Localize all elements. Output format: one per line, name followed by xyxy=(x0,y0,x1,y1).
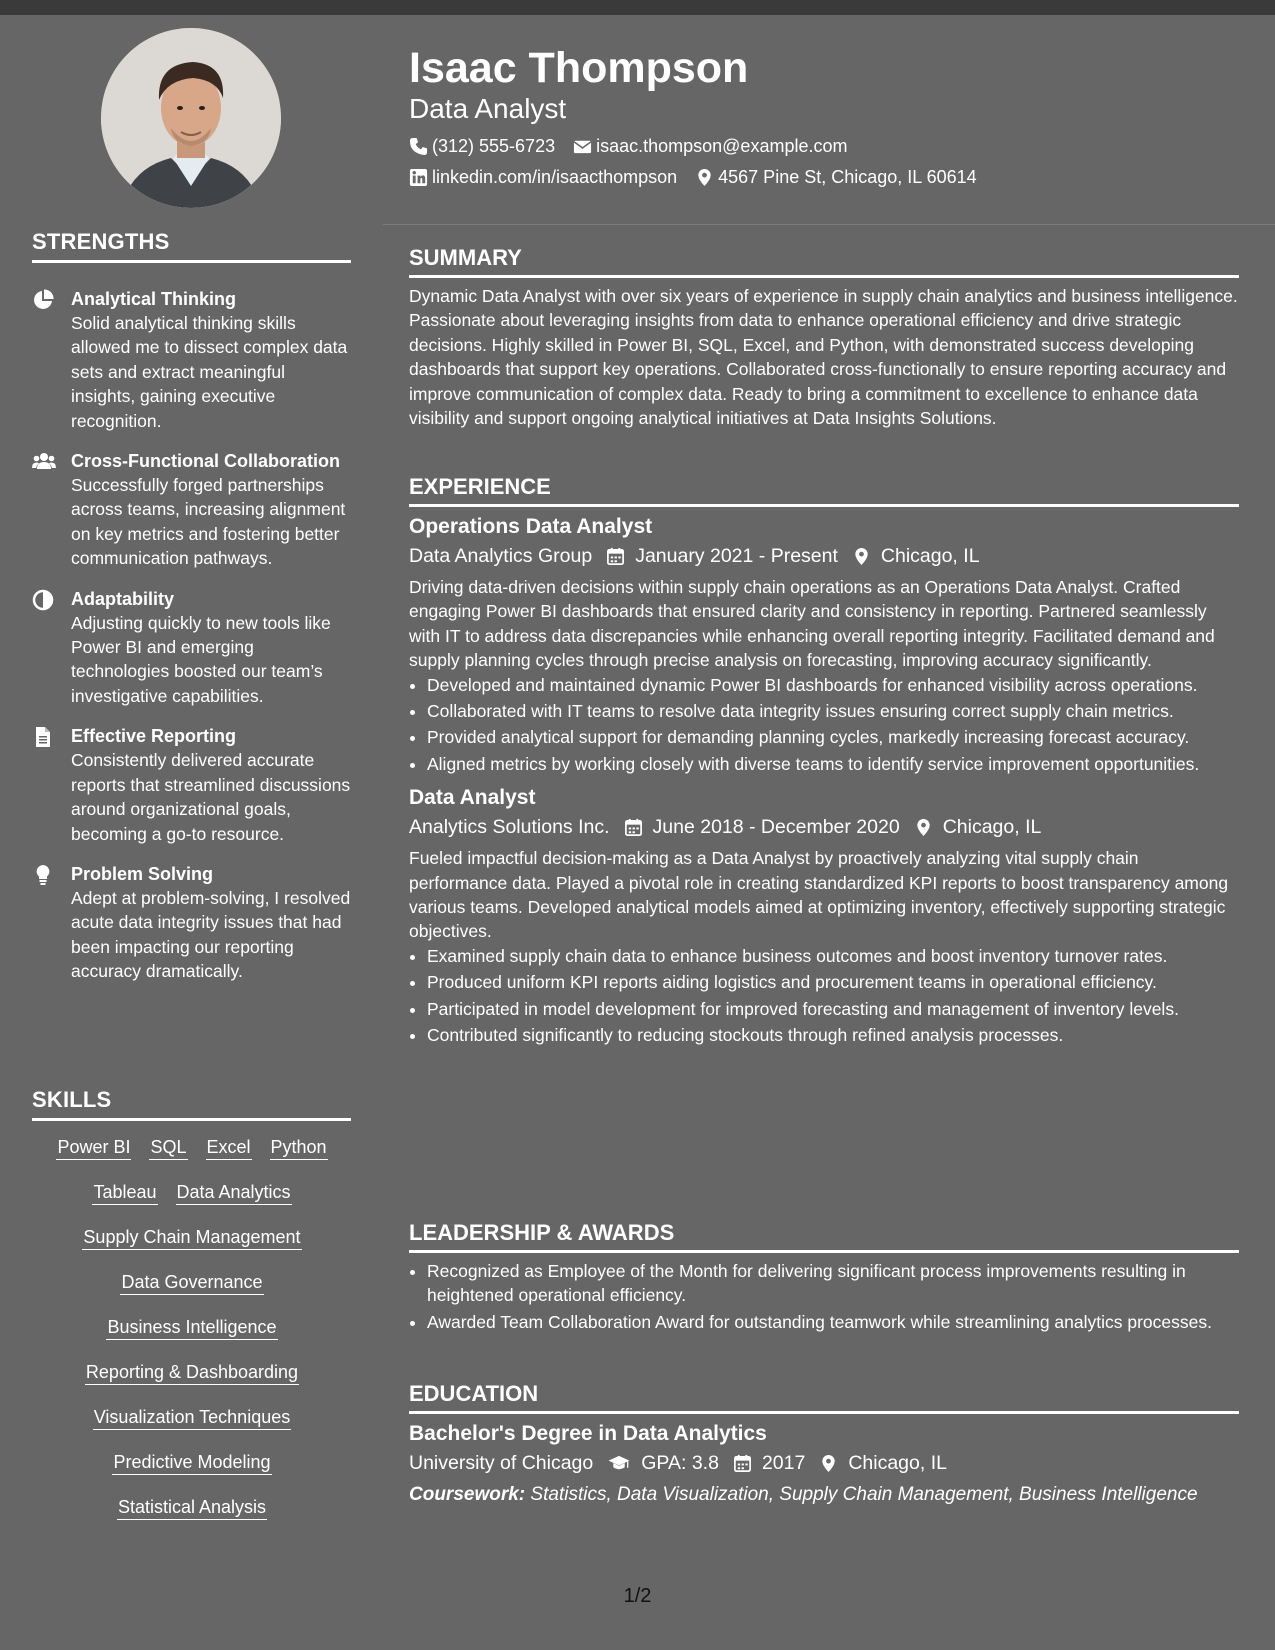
school-name: University of Chicago xyxy=(409,1452,594,1474)
strength-item xyxy=(32,724,352,846)
phone-contact[interactable] xyxy=(409,134,555,158)
address-contact xyxy=(695,165,977,189)
job-location: Chicago, IL xyxy=(852,541,980,571)
school-location: Chicago, IL xyxy=(819,1448,947,1478)
leadership-bullets xyxy=(409,1259,1239,1334)
job-bullets xyxy=(409,944,1239,1048)
leadership-section xyxy=(409,1219,1239,1336)
envelope-icon xyxy=(573,137,592,156)
strength-item xyxy=(32,449,352,571)
main-content xyxy=(383,15,1275,1650)
skill-tag: Predictive Modeling xyxy=(112,1450,271,1475)
header-divider xyxy=(383,224,1275,225)
skill-tag: SQL xyxy=(149,1135,187,1160)
company-name: Analytics Solutions Inc. xyxy=(409,816,610,839)
page-indicator: 1/2 xyxy=(623,1585,652,1607)
summary-heading: SUMMARY xyxy=(409,244,1239,278)
skill-tag: Tableau xyxy=(92,1180,157,1205)
strength-desc: Solid analytical thinking skills allowed me to dissect complex data sets and extract meaningful insights, gaining executive recognition. xyxy=(71,313,348,431)
skill-row xyxy=(32,1360,352,1405)
map-pin-icon xyxy=(695,168,714,187)
strength-title: Effective Reporting xyxy=(71,726,237,747)
job-entry xyxy=(409,513,1239,776)
document-icon xyxy=(32,726,54,748)
coursework xyxy=(409,1482,1239,1507)
email-text: isaac.thompson@example.com xyxy=(596,136,848,156)
bullet-item: • Examined supply chain data to enhance business outcomes and boost inventory turnover rates. xyxy=(427,944,1239,968)
job-title: Data Analyst xyxy=(409,786,536,810)
skill-tag: Data Governance xyxy=(120,1270,263,1295)
skill-tag: Visualization Techniques xyxy=(93,1405,291,1430)
sidebar xyxy=(0,15,383,1650)
skill-row xyxy=(32,1225,352,1270)
users-icon xyxy=(32,451,54,473)
calendar-icon xyxy=(606,547,625,566)
experience-heading: EXPERIENCE xyxy=(409,473,1239,507)
bullet-item: • Developed and maintained dynamic Power BI dashboards for enhanced visibility across operations. xyxy=(427,673,1239,697)
strengths-list xyxy=(32,287,352,1000)
calendar-icon xyxy=(624,818,643,837)
phone-text: (312) 555-6723 xyxy=(432,136,556,156)
experience-section xyxy=(409,473,1239,1050)
coursework-text: Statistics, Data Visualization, Supply Chain Management, Business Intelligence xyxy=(530,1484,1198,1505)
skill-row xyxy=(32,1405,352,1450)
calendar-icon xyxy=(733,1454,752,1473)
skill-row xyxy=(32,1270,352,1315)
skill-row xyxy=(32,1135,352,1180)
half-circle-icon xyxy=(32,589,54,611)
job-dates: January 2021 - Present xyxy=(606,541,838,571)
strength-desc: Successfully forged partnerships across teams, increasing alignment on key metrics and fostering better communication pathways. xyxy=(71,475,346,569)
linkedin-text: linkedin.com/in/isaacthompson xyxy=(432,167,678,187)
contact-row xyxy=(409,134,847,158)
bullet-item: • Aligned metrics by working closely with diverse teams to identify service improvement opportunities. xyxy=(427,752,1239,776)
skill-tag: Data Analytics xyxy=(176,1180,292,1205)
linkedin-icon xyxy=(409,168,428,187)
skill-tag: Power BI xyxy=(56,1135,131,1160)
email-contact[interactable] xyxy=(573,134,847,158)
resume-page xyxy=(0,15,1275,1650)
job-entry xyxy=(409,784,1239,1047)
job-description: Driving data-driven decisions within supply chain operations as an Operations Data Analyst. Crafted engaging Power BI dashboards that ensured clarity and consistency in reporting. Partnered seamlessly with IT to address data discrepancies while enhancing overall reporting integrity. Facilitated demand and supply planning cycles through precise analysis on forecasting, improving accuracy significantly. xyxy=(409,577,1215,671)
degree-title: Bachelor's Degree in Data Analytics xyxy=(409,1422,767,1445)
map-pin-icon xyxy=(819,1454,838,1473)
skills-heading: SKILLS xyxy=(32,1087,351,1121)
summary-text: Dynamic Data Analyst with over six years of experience in supply chain analytics and business intelligence. Passionate about leveraging insights from data to enhance operational efficiency and drive strategic decisions. Highly skilled in Power BI, SQL, Excel, and Python, with demonstrated success developing dashboards that support key operations. Collaborated cross-functionally to ensure reporting accuracy and improve communication of complex data. Ready to bring a commitment to excellence to enhance data visibility and support ongoing analytical initiatives at Data Insights Solutions. xyxy=(409,286,1238,429)
strength-desc: Adept at problem-solving, I resolved acute data integrity issues that had been impacting our reporting accuracy dramatically. xyxy=(71,887,351,982)
skill-tag: Business Intelligence xyxy=(106,1315,277,1340)
job-location: Chicago, IL xyxy=(914,812,1042,842)
skill-row xyxy=(32,1450,352,1495)
skills-list xyxy=(32,1135,352,1540)
graduation-cap-icon xyxy=(607,1454,631,1473)
strength-desc: Adjusting quickly to new tools like Power BI and emerging technologies boosted our team’s investigative capabilities. xyxy=(71,612,331,706)
job-bullets xyxy=(409,673,1239,777)
leadership-heading: LEADERSHIP & AWARDS xyxy=(409,1219,1239,1253)
company-name: Data Analytics Group xyxy=(409,545,593,567)
strength-title: Adaptability xyxy=(71,588,175,609)
bullet-item: • Contributed significantly to reducing stockouts through refined analysis processes. xyxy=(427,1023,1239,1047)
education-heading: EDUCATION xyxy=(409,1380,1239,1414)
job-meta xyxy=(409,812,1239,842)
lightbulb-icon xyxy=(32,864,54,886)
strength-item xyxy=(32,862,352,984)
candidate-role: Data Analyst xyxy=(409,93,567,124)
strength-title: Problem Solving xyxy=(71,863,214,884)
bullet-item: • Recognized as Employee of the Month for delivering significant process improvements resulting in heightened operational efficiency. xyxy=(427,1259,1239,1308)
job-meta xyxy=(409,541,1239,571)
job-title: Operations Data Analyst xyxy=(409,515,653,538)
job-dates: June 2018 - December 2020 xyxy=(624,812,900,842)
skill-tag: Python xyxy=(270,1135,328,1160)
skill-tag: Supply Chain Management xyxy=(82,1225,301,1250)
address-text: 4567 Pine St, Chicago, IL 60614 xyxy=(718,167,977,187)
profile-photo xyxy=(101,28,281,208)
gpa: GPA: 3.8 xyxy=(607,1448,719,1478)
skill-tag: Reporting & Dashboarding xyxy=(85,1360,299,1385)
skill-tag: Excel xyxy=(206,1135,252,1160)
bullet-item: • Collaborated with IT teams to resolve data integrity issues ensuring correct supply chain metrics. xyxy=(427,699,1239,723)
skill-row xyxy=(32,1315,352,1360)
bullet-item: • Provided analytical support for demanding planning cycles, markedly increasing forecast accuracy. xyxy=(427,725,1239,749)
pie-chart-icon xyxy=(32,289,54,311)
map-pin-icon xyxy=(852,547,871,566)
strength-desc: Consistently delivered accurate reports that streamlined discussions around organizational goals, becoming a go-to resource. xyxy=(71,750,351,844)
skill-row xyxy=(32,1180,352,1225)
linkedin-contact[interactable] xyxy=(409,165,677,189)
strength-item xyxy=(32,587,352,709)
bullet-item: • Participated in model development for improved forecasting and management of inventory levels. xyxy=(427,997,1239,1021)
coursework-label: Coursework: xyxy=(409,1484,526,1505)
map-pin-icon xyxy=(914,818,933,837)
bullet-item: • Produced uniform KPI reports aiding logistics and procurement teams in operational efficiency. xyxy=(427,970,1239,994)
education-meta xyxy=(409,1448,1239,1478)
strengths-heading: STRENGTHS xyxy=(32,229,351,263)
contact-row xyxy=(409,165,977,189)
job-description: Fueled impactful decision-making as a Data Analyst by proactively analyzing vital supply chain performance data. Played a pivotal role in creating standardized KPI reports to boost transparency among various teams. Developed analytical models aimed at optimizing inventory, effectively supporting strategic objectives. xyxy=(409,848,1229,942)
skill-row xyxy=(32,1495,352,1540)
education-section xyxy=(409,1380,1239,1507)
bullet-item: • Awarded Team Collaboration Award for outstanding teamwork while streamlining analytics processes. xyxy=(427,1310,1239,1334)
graduation-year: 2017 xyxy=(733,1448,805,1478)
strength-title: Cross-Functional Collaboration xyxy=(71,451,341,472)
candidate-name: Isaac Thompson xyxy=(409,44,749,92)
phone-icon xyxy=(409,137,428,156)
strength-item xyxy=(32,287,352,433)
summary-section xyxy=(409,244,1239,430)
strength-title: Analytical Thinking xyxy=(71,289,237,309)
skill-tag: Statistical Analysis xyxy=(117,1495,267,1520)
